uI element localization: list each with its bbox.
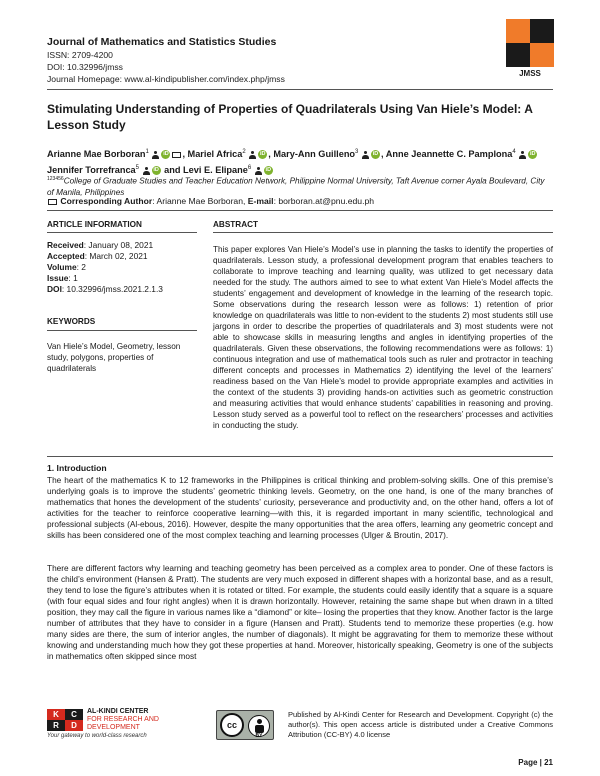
cc-by-badge[interactable] [216,710,274,740]
corresponding-email[interactable]: : borboran.at@pnu.edu.ph [273,196,375,206]
doi-value[interactable]: : 10.32996/jmss.2021.2.1.3 [61,284,163,294]
orcid-icon[interactable]: iD [265,167,272,174]
person-icon[interactable] [362,151,369,159]
divider [47,210,553,211]
affiliation-sup: 123456 [47,176,64,182]
divider [213,232,553,233]
person-icon[interactable] [519,151,526,159]
author-name: Levi E. Elipane [183,165,248,176]
divider [47,330,197,331]
issue-label: Issue [47,273,69,283]
mail-icon [48,199,57,205]
author-name: Mary-Ann Guilleno [273,149,356,160]
abstract-heading: ABSTRACT [213,220,259,229]
logo-letter: D [65,720,83,731]
person-icon[interactable] [152,151,159,159]
corresponding-label: Corresponding Author [60,196,153,206]
corresponding-name: : Arianne Mae Borboran, [152,196,246,206]
author-sup: 2 [242,149,246,155]
logo-square [530,19,554,43]
cc-icon: cc [220,713,244,737]
article-info-heading: ARTICLE INFORMATION [47,220,142,229]
logo-line: FOR RESEARCH AND [87,716,159,723]
logo-line: DEVELOPMENT [87,724,140,731]
keywords-text: Van Hiele’s Model, Geometry, lesson study, polygons, properties of quadrilaterals [47,342,181,373]
kcrd-mark [47,709,83,731]
mail-icon[interactable] [172,152,181,158]
body-paragraph: The heart of the mathematics K to 12 frameworks in the Philippines is critical thinking and problem-solving skills. One of this premise’s underlying goals is to improve the students’ geometric thinking levels. Geometry, on the one hand, is one of the many branches of mathematics that hones the development of the students’ curiosity, perseverance and productivity and, on the other hand, offers a lot of activities for the teacher to reinforce cooperative learning—with this, it is regarded important in many scientific, technological and professional subjects (Al-ebous, 2016). However, despite the many opportunities that the area offers, learning any geometric concept and skills has been considered one of the most complex teaching and learning processes (Ulger & Broutin, 2017). [47,475,553,540]
al-kindi-logo [47,707,197,747]
jmss-logo [506,19,554,79]
article-title: Stimulating Understanding of Properties of Quadrilaterals Using Van Hiele’s Model: A Lesson Study [47,102,533,132]
orcid-icon[interactable]: iD [153,167,159,174]
author-sup: 6 [247,165,252,172]
divider [47,232,197,233]
page-number: Page | 21 [518,758,553,767]
logo-label: JMSS [519,69,541,78]
section-heading: 1. Introduction [47,463,107,473]
logo-square [506,43,530,67]
author-name: Arianne Mae Borboran [47,149,146,160]
author-list: Arianne Mae Borboran$^1$ iD , Mariel Africa$^2$ iD , Mary-Ann Guilleno$^3$ iD , Anne Jeannette C. Pamplona$^4$ iD Jennifer Torrefranca$^5$ iD and Levi E. Elipane$^6$ iD [47,149,536,176]
author-sup: 4 [512,149,516,155]
author-name: Anne Jeannette C. Pamplona [385,149,513,160]
author-sup: 5 [135,165,140,172]
received-label: Received [47,240,84,250]
logo-letter: R [47,720,65,731]
author-sup: 3 [355,149,359,155]
logo-letter: K [47,709,65,720]
license-text: Published by Al-Kindi Center for Research and Development. Copyright (c) the author(s). This open access article is distributed under a Creative Commons Attribution (CC-BY) 4.0 license [288,710,553,739]
corresponding-author [47,196,553,207]
author-sup: 1 [145,149,149,155]
cc-by-label: BY [255,733,263,739]
doi-label: DOI [47,284,62,294]
journal-header [47,36,467,85]
accepted-date: : March 02, 2021 [84,251,148,261]
orcid-icon[interactable]: iD [530,151,536,158]
volume-value: : 2 [76,262,86,272]
email-label: E-mail [247,196,274,206]
logo-square [530,43,554,67]
header-divider [47,89,553,90]
volume-label: Volume [47,262,77,272]
logo-line: AL-KINDI CENTER [87,708,149,715]
abstract-text: This paper explores Van Hiele’s Model’s use in planning the tasks to identify the properties of quadrilaterals. Lesson study, a professional development program that enables teachers to collaborate to improve teaching and learning quality, was utilized to get necessary data needed for the study. The authors aimed to see to what extent Van Hiele’s Model affects the students’ engagement and development of knowledge in the learning of the research topic. Some observations during the research lesson were as follows: 1) retention of prior knowledge on quadrilaterals was little to non-evident to the students 2) most students still use jargons in order to describe the properties of quadrilaterals and 3) most students were not able to showcase skills in measuring lengths and angles in identifying properties of the quadrilaterals. Given these observations, the following recommendations were as follows: 1) continuous integration and use of mathematical tools such as ruler and protractor in teaching different concepts and processes in Mathematics 2) identifying the level of the learners’ readiness based on the Van Hiele’s model to provide appropriate examples and activities in the context of the students 3) providing hands-on activities such as geometric construction and measuring activities that would enhance students’ capabilities in reasoning and proving. Lesson study served as a powerful tool to reflect on the researchers’ processes and activities in conducting the study. [213,245,553,430]
orcid-icon[interactable]: iD [163,151,169,158]
accepted-label: Accepted [47,251,85,261]
journal-homepage[interactable]: Journal Homepage: www.al-kindipublisher.com/index.php/jmss [47,74,285,84]
issue-value: : 1 [68,273,78,283]
author-name: Mariel Africa [187,149,243,160]
logo-tagline: Your gateway to world-class research [47,733,147,739]
journal-doi: DOI: 10.32996/jmss [47,62,123,72]
divider [47,456,553,457]
journal-title: Journal of Mathematics and Statistics Studies [47,36,277,48]
person-icon[interactable] [249,151,256,159]
body-paragraph: There are different factors why learning and teaching geometry has been perceived as a complex area to ponder. One of these factors is the child’s environment (Hansen & Pratt). The students are very much exposed in different shapes with a horizontal base, and as a result, they tend to lose the figure’s attributes when it is rotated or tilted. For example, the students could easily identify that a square is a square (with four equal sides and four right angles) when it is drawn horizontally. However, retaining the same shape but when drawn in a tilted position, they may call the figure in various names like a “diamond” or kite– losing the properties that they know. Another factor is the large number of attributes that they have to consider in a figure (Hansen and Pratt). Students tend to memorize these properties (e.g. how many sides are there, the sum of interior angles, the number of diagonals). It might be aggravating for them to memorize these without knowing and understanding much how they got these properties at hand. Moreover, historically speaking, Geometry is one of the subjects in mathematics often skipped since most [47,563,553,661]
logo-square [506,19,530,43]
keywords-heading: KEYWORDS [47,317,96,326]
author-name: Jennifer Torrefranca [47,165,136,176]
orcid-icon[interactable]: iD [372,151,379,158]
received-date: : January 08, 2021 [83,240,154,250]
orcid-icon[interactable]: iD [260,151,266,158]
affiliation [47,174,553,198]
article-info [47,240,197,295]
journal-issn: ISSN: 2709-4200 [47,50,113,60]
logo-letter: C [65,709,83,720]
affiliation-text: College of Graduate Studies and Teacher Education Network, Philippine Normal University, Taft Avenue corner Ayala Boulevard, City of Manila, Philippines [47,176,545,197]
